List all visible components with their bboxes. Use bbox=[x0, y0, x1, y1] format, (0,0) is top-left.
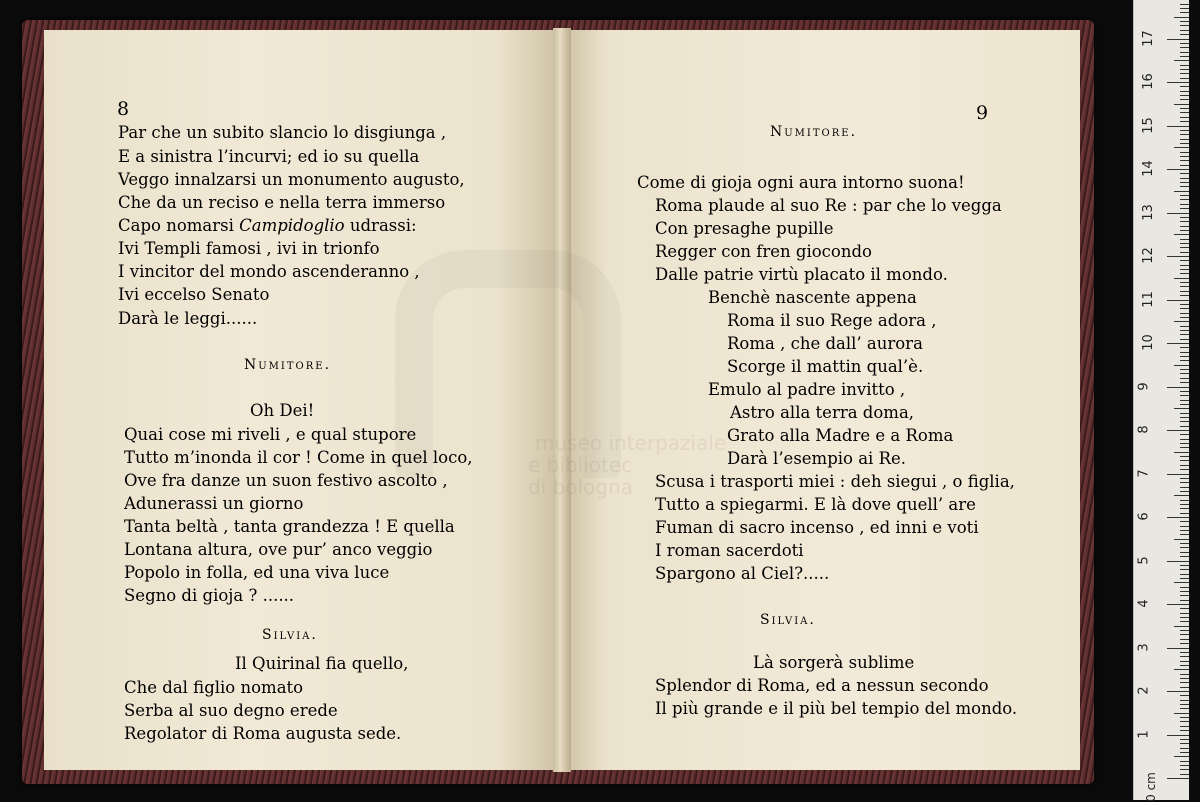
ruler-number: 5 bbox=[1136, 555, 1152, 565]
ruler-tick bbox=[1174, 17, 1189, 18]
ruler-tick bbox=[1180, 108, 1189, 109]
ruler-number: 6 bbox=[1136, 512, 1152, 521]
ruler-tick bbox=[1180, 282, 1189, 283]
verse-line: Roma il suo Rege adora , bbox=[727, 311, 937, 330]
ruler-tick bbox=[1167, 256, 1189, 257]
verse-line: Grato alla Madre e a Roma bbox=[727, 426, 954, 445]
ruler-number: 9 bbox=[1136, 381, 1152, 391]
ruler-tick bbox=[1180, 286, 1189, 287]
ruler-tick bbox=[1180, 295, 1189, 296]
ruler-tick bbox=[1180, 156, 1189, 157]
ruler-tick bbox=[1180, 565, 1189, 566]
speaker-heading: Silvia. bbox=[760, 612, 816, 628]
verse-line: Che dal figlio nomato bbox=[124, 678, 304, 697]
ruler-tick bbox=[1180, 404, 1189, 405]
ruler-tick bbox=[1180, 265, 1189, 266]
verse-line: Dalle patrie virtù placato il mondo. bbox=[655, 265, 948, 284]
ruler-tick bbox=[1180, 260, 1189, 261]
verse-line: Oh Dei! bbox=[250, 401, 315, 420]
ruler-tick bbox=[1180, 656, 1189, 657]
ruler-number: 12 bbox=[1140, 247, 1156, 264]
verse-line: Roma , che dall’ aurora bbox=[727, 334, 923, 353]
watermark-line: e bibliotec bbox=[528, 453, 633, 477]
ruler-tick bbox=[1180, 704, 1189, 705]
verse-line: Regolator di Roma augusta sede. bbox=[124, 724, 402, 743]
ruler-tick bbox=[1180, 160, 1189, 161]
ruler-tick bbox=[1180, 478, 1189, 479]
ruler-tick bbox=[1180, 243, 1189, 244]
ruler-tick bbox=[1180, 247, 1189, 248]
verse-line: Ivi Templi famosi , ivi in trionfo bbox=[118, 239, 380, 258]
ruler-tick bbox=[1167, 604, 1189, 605]
verse-line: I roman sacerdoti bbox=[655, 541, 804, 560]
ruler-tick bbox=[1180, 591, 1189, 592]
ruler-tick bbox=[1180, 569, 1189, 570]
verse-line: Come di gioja ogni aura intorno suona! bbox=[637, 173, 965, 192]
speaker-heading: Silvia. bbox=[262, 627, 318, 643]
ruler-tick bbox=[1180, 34, 1189, 35]
ruler-number: 16 bbox=[1140, 73, 1156, 90]
ruler-tick bbox=[1180, 86, 1189, 87]
verse-line: Con presaghe pupille bbox=[655, 219, 834, 238]
ruler-tick bbox=[1174, 60, 1189, 61]
ruler-tick bbox=[1167, 126, 1189, 127]
ruler-tick bbox=[1180, 700, 1189, 701]
ruler-tick bbox=[1180, 204, 1189, 205]
ruler-tick bbox=[1180, 643, 1189, 644]
ruler-tick bbox=[1174, 669, 1189, 670]
ruler-tick bbox=[1180, 552, 1189, 553]
ruler-tick bbox=[1180, 739, 1189, 740]
watermark-line: di bologna bbox=[528, 475, 633, 499]
ruler-tick bbox=[1180, 178, 1189, 179]
ruler-tick bbox=[1174, 147, 1189, 148]
verse-line: Quai cose mi riveli , e qual stupore bbox=[124, 425, 417, 444]
ruler-tick bbox=[1180, 347, 1189, 348]
ruler-tick bbox=[1180, 765, 1189, 766]
ruler-tick bbox=[1180, 378, 1189, 379]
verse-line: Darà le leggi...... bbox=[118, 309, 258, 328]
ruler-tick bbox=[1180, 613, 1189, 614]
ruler-tick bbox=[1180, 186, 1189, 187]
ruler-tick bbox=[1180, 369, 1189, 370]
ruler-tick bbox=[1180, 547, 1189, 548]
ruler-tick bbox=[1180, 230, 1189, 231]
ruler-tick bbox=[1167, 82, 1189, 83]
ruler-tick bbox=[1180, 391, 1189, 392]
ruler-tick bbox=[1180, 252, 1189, 253]
ruler-tick bbox=[1174, 191, 1189, 192]
ruler-tick bbox=[1174, 365, 1189, 366]
ruler-tick bbox=[1180, 165, 1189, 166]
ruler-tick bbox=[1180, 443, 1189, 444]
ruler-tick bbox=[1174, 234, 1189, 235]
verse-line: Par che un subito slancio lo disgiunga , bbox=[118, 123, 447, 142]
ruler-tick bbox=[1180, 95, 1189, 96]
ruler-number: 4 bbox=[1136, 599, 1152, 608]
ruler-tick bbox=[1180, 447, 1189, 448]
ruler-tick bbox=[1180, 139, 1189, 140]
ruler-tick bbox=[1180, 504, 1189, 505]
speaker-heading: Numitore. bbox=[770, 124, 858, 140]
ruler-tick bbox=[1180, 595, 1189, 596]
ruler-tick bbox=[1167, 735, 1189, 736]
ruler-tick bbox=[1180, 417, 1189, 418]
ruler-tick bbox=[1167, 648, 1189, 649]
ruler-tick bbox=[1180, 8, 1189, 9]
ruler-tick bbox=[1180, 208, 1189, 209]
verse-line: Adunerassi un giorno bbox=[124, 494, 304, 513]
ruler-tick bbox=[1180, 173, 1189, 174]
ruler-tick bbox=[1180, 221, 1189, 222]
ruler-tick bbox=[1180, 578, 1189, 579]
ruler-tick bbox=[1174, 495, 1189, 496]
ruler-tick bbox=[1180, 761, 1189, 762]
ruler-tick bbox=[1167, 39, 1189, 40]
ruler-tick bbox=[1180, 652, 1189, 653]
verse-line: I vincitor del mondo ascenderanno , bbox=[118, 262, 420, 281]
verse-line: Darà l’esempio ai Re. bbox=[727, 449, 907, 468]
ruler-tick bbox=[1180, 687, 1189, 688]
ruler-tick bbox=[1180, 587, 1189, 588]
ruler-tick bbox=[1174, 626, 1189, 627]
ruler-tick bbox=[1167, 691, 1189, 692]
ruler-tick bbox=[1180, 134, 1189, 135]
ruler-tick bbox=[1180, 413, 1189, 414]
ruler-number: 17 bbox=[1140, 29, 1156, 47]
ruler-tick bbox=[1180, 65, 1189, 66]
ruler-tick bbox=[1174, 756, 1189, 757]
ruler-tick bbox=[1180, 530, 1189, 531]
verse-line: Tutto a spiegarmi. E là dove quell’ are bbox=[655, 495, 976, 514]
verse-line: Serba al suo degno erede bbox=[124, 701, 338, 720]
ruler-tick bbox=[1180, 182, 1189, 183]
verse-line: Lontana altura, ove pur’ anco veggio bbox=[124, 540, 433, 559]
ruler-tick bbox=[1180, 743, 1189, 744]
verse-line: Tutto m’inonda il cor ! Come in quel loco, bbox=[124, 448, 473, 467]
ruler-tick bbox=[1167, 387, 1189, 388]
ruler-tick bbox=[1180, 621, 1189, 622]
ruler-tick bbox=[1180, 665, 1189, 666]
ruler-tick bbox=[1180, 395, 1189, 396]
ruler-tick bbox=[1180, 774, 1189, 775]
ruler-tick bbox=[1180, 56, 1189, 57]
ruler-number: 15 bbox=[1140, 116, 1156, 134]
ruler-tick bbox=[1180, 726, 1189, 727]
ruler-tick bbox=[1180, 339, 1189, 340]
ruler-tick bbox=[1167, 517, 1189, 518]
ruler-tick bbox=[1180, 21, 1189, 22]
ruler-tick bbox=[1180, 99, 1189, 100]
verse-line: Capo nomarsi Campidoglio udrassi: bbox=[118, 216, 417, 235]
ruler-tick bbox=[1180, 730, 1189, 731]
ruler-tick bbox=[1180, 382, 1189, 383]
ruler-tick bbox=[1180, 600, 1189, 601]
ruler-tick bbox=[1174, 408, 1189, 409]
ruler-tick bbox=[1180, 487, 1189, 488]
ruler-tick bbox=[1180, 513, 1189, 514]
ruler-tick bbox=[1180, 291, 1189, 292]
verse-line: Ivi eccelso Senato bbox=[118, 285, 270, 304]
ruler-tick bbox=[1180, 47, 1189, 48]
ruler-tick bbox=[1180, 217, 1189, 218]
verse-line: Veggo innalzarsi un monumento augusto, bbox=[118, 170, 465, 189]
ruler-tick bbox=[1180, 199, 1189, 200]
ruler-tick bbox=[1180, 521, 1189, 522]
ruler-tick bbox=[1180, 400, 1189, 401]
verse-line: Il Quirinal fia quello, bbox=[235, 654, 409, 673]
ruler-tick bbox=[1180, 334, 1189, 335]
ruler-tick bbox=[1180, 639, 1189, 640]
speaker-heading: Numitore. bbox=[244, 357, 332, 373]
verse-line: Astro alla terra doma, bbox=[730, 403, 915, 422]
verse-line: Scusa i trasporti miei : deh siegui , o figlia, bbox=[655, 472, 1015, 491]
ruler-tick bbox=[1180, 456, 1189, 457]
ruler-tick bbox=[1167, 430, 1189, 431]
ruler-number: 11 bbox=[1140, 290, 1156, 308]
ruler-tick bbox=[1180, 326, 1189, 327]
ruler-tick bbox=[1180, 608, 1189, 609]
ruler-tick bbox=[1180, 12, 1189, 13]
ruler-number: 7 bbox=[1136, 468, 1152, 478]
ruler-tick bbox=[1180, 317, 1189, 318]
ruler-tick bbox=[1180, 308, 1189, 309]
ruler-tick bbox=[1180, 117, 1189, 118]
ruler-tick bbox=[1180, 748, 1189, 749]
verse-line: Roma plaude al suo Re : par che lo vegga bbox=[655, 196, 1002, 215]
page-number-left: 8 bbox=[117, 98, 130, 120]
ruler-tick bbox=[1174, 713, 1189, 714]
verse-line: Popolo in folla, ed una viva luce bbox=[124, 563, 390, 582]
ruler-tick bbox=[1180, 460, 1189, 461]
ruler-tick bbox=[1180, 121, 1189, 122]
ruler-tick bbox=[1180, 769, 1189, 770]
ruler-unit-label: 0 cm bbox=[1143, 772, 1158, 802]
ruler-number: 2 bbox=[1136, 686, 1152, 695]
watermark-line: museo interpaziale bbox=[535, 431, 727, 455]
ruler-tick bbox=[1167, 213, 1189, 214]
ruler-tick bbox=[1180, 152, 1189, 153]
verse-line: Là sorgerà sublime bbox=[753, 653, 915, 672]
ruler-tick bbox=[1167, 300, 1189, 301]
ruler-tick bbox=[1180, 634, 1189, 635]
ruler-tick bbox=[1180, 439, 1189, 440]
ruler-tick bbox=[1180, 73, 1189, 74]
ruler-number: 3 bbox=[1136, 642, 1152, 652]
ruler-tick bbox=[1180, 630, 1189, 631]
ruler-tick bbox=[1180, 352, 1189, 353]
ruler-tick bbox=[1174, 539, 1189, 540]
ruler-tick bbox=[1180, 574, 1189, 575]
ruler-tick bbox=[1180, 360, 1189, 361]
ruler-tick bbox=[1174, 104, 1189, 105]
ruler-tick bbox=[1180, 356, 1189, 357]
ruler-tick bbox=[1180, 500, 1189, 501]
ruler-tick bbox=[1180, 721, 1189, 722]
ruler-tick bbox=[1180, 708, 1189, 709]
ruler-tick bbox=[1180, 330, 1189, 331]
ruler-tick bbox=[1174, 321, 1189, 322]
ruler-tick bbox=[1167, 778, 1189, 779]
ruler-tick bbox=[1180, 526, 1189, 527]
ruler-tick bbox=[1167, 169, 1189, 170]
ruler-tick bbox=[1180, 313, 1189, 314]
ruler-tick bbox=[1180, 491, 1189, 492]
verse-line: Scorge il mattin qual’è. bbox=[727, 357, 924, 376]
ruler-tick bbox=[1180, 678, 1189, 679]
ruler-tick bbox=[1180, 69, 1189, 70]
ruler-number: 1 bbox=[1136, 729, 1152, 739]
ruler-tick bbox=[1180, 373, 1189, 374]
verse-line: Che da un reciso e nella terra immerso bbox=[118, 193, 446, 212]
verse-line: Emulo al padre invitto , bbox=[708, 380, 906, 399]
verse-line: Ove fra danze un suon festivo ascolto , bbox=[124, 471, 448, 490]
ruler-number: 10 bbox=[1140, 334, 1156, 351]
ruler-tick bbox=[1180, 304, 1189, 305]
ruler-tick bbox=[1180, 426, 1189, 427]
ruler-tick bbox=[1180, 695, 1189, 696]
ruler-tick bbox=[1180, 717, 1189, 718]
verse-line: E a sinistra l’incurvi; ed io su quella bbox=[118, 147, 420, 166]
ruler-tick bbox=[1180, 143, 1189, 144]
ruler-tick bbox=[1180, 30, 1189, 31]
ruler-tick bbox=[1180, 78, 1189, 79]
ruler-tick bbox=[1180, 682, 1189, 683]
ruler-number: 14 bbox=[1140, 160, 1156, 177]
ruler-tick bbox=[1180, 508, 1189, 509]
ruler-tick bbox=[1180, 465, 1189, 466]
verse-line: Benchè nascente appena bbox=[708, 288, 917, 307]
page-number-right: 9 bbox=[976, 102, 989, 124]
ruler-number: 8 bbox=[1136, 425, 1152, 434]
verse-line: Il più grande e il più bel tempio del mondo. bbox=[655, 699, 1018, 718]
ruler-tick bbox=[1180, 25, 1189, 26]
ruler-tick bbox=[1180, 434, 1189, 435]
ruler-tick bbox=[1180, 482, 1189, 483]
measurement-ruler bbox=[1133, 0, 1189, 800]
ruler-tick bbox=[1180, 617, 1189, 618]
ruler-tick bbox=[1180, 4, 1189, 5]
ruler-tick bbox=[1174, 582, 1189, 583]
ruler-tick bbox=[1174, 452, 1189, 453]
verse-line: Splendor di Roma, ed a nessun secondo bbox=[655, 676, 989, 695]
ruler-tick bbox=[1174, 278, 1189, 279]
verse-line: Regger con fren giocondo bbox=[655, 242, 872, 261]
ruler-tick bbox=[1180, 195, 1189, 196]
ruler-tick bbox=[1180, 752, 1189, 753]
ruler-tick bbox=[1180, 469, 1189, 470]
ruler-tick bbox=[1180, 543, 1189, 544]
ruler-tick bbox=[1167, 343, 1189, 344]
ruler-tick bbox=[1180, 52, 1189, 53]
ruler-tick bbox=[1167, 561, 1189, 562]
ruler-tick bbox=[1180, 226, 1189, 227]
ruler-tick bbox=[1167, 474, 1189, 475]
ruler-tick bbox=[1180, 91, 1189, 92]
ruler-tick bbox=[1180, 674, 1189, 675]
ruler-tick bbox=[1180, 534, 1189, 535]
ruler-tick bbox=[1180, 43, 1189, 44]
ruler-tick bbox=[1180, 130, 1189, 131]
ruler-number: 13 bbox=[1140, 203, 1156, 221]
ruler-tick bbox=[1180, 269, 1189, 270]
ruler-tick bbox=[1180, 273, 1189, 274]
verse-line: Fuman di sacro incenso , ed inni e voti bbox=[655, 518, 979, 537]
ruler-tick bbox=[1180, 421, 1189, 422]
ruler-tick bbox=[1180, 556, 1189, 557]
ruler-tick bbox=[1180, 661, 1189, 662]
ruler-tick bbox=[1180, 239, 1189, 240]
verse-line: Segno di gioja ? ...... bbox=[124, 586, 295, 605]
verse-line: Tanta beltà , tanta grandezza ! E quella bbox=[124, 517, 455, 536]
verse-line: Spargono al Ciel?..... bbox=[655, 564, 830, 583]
ruler-tick bbox=[1180, 112, 1189, 113]
